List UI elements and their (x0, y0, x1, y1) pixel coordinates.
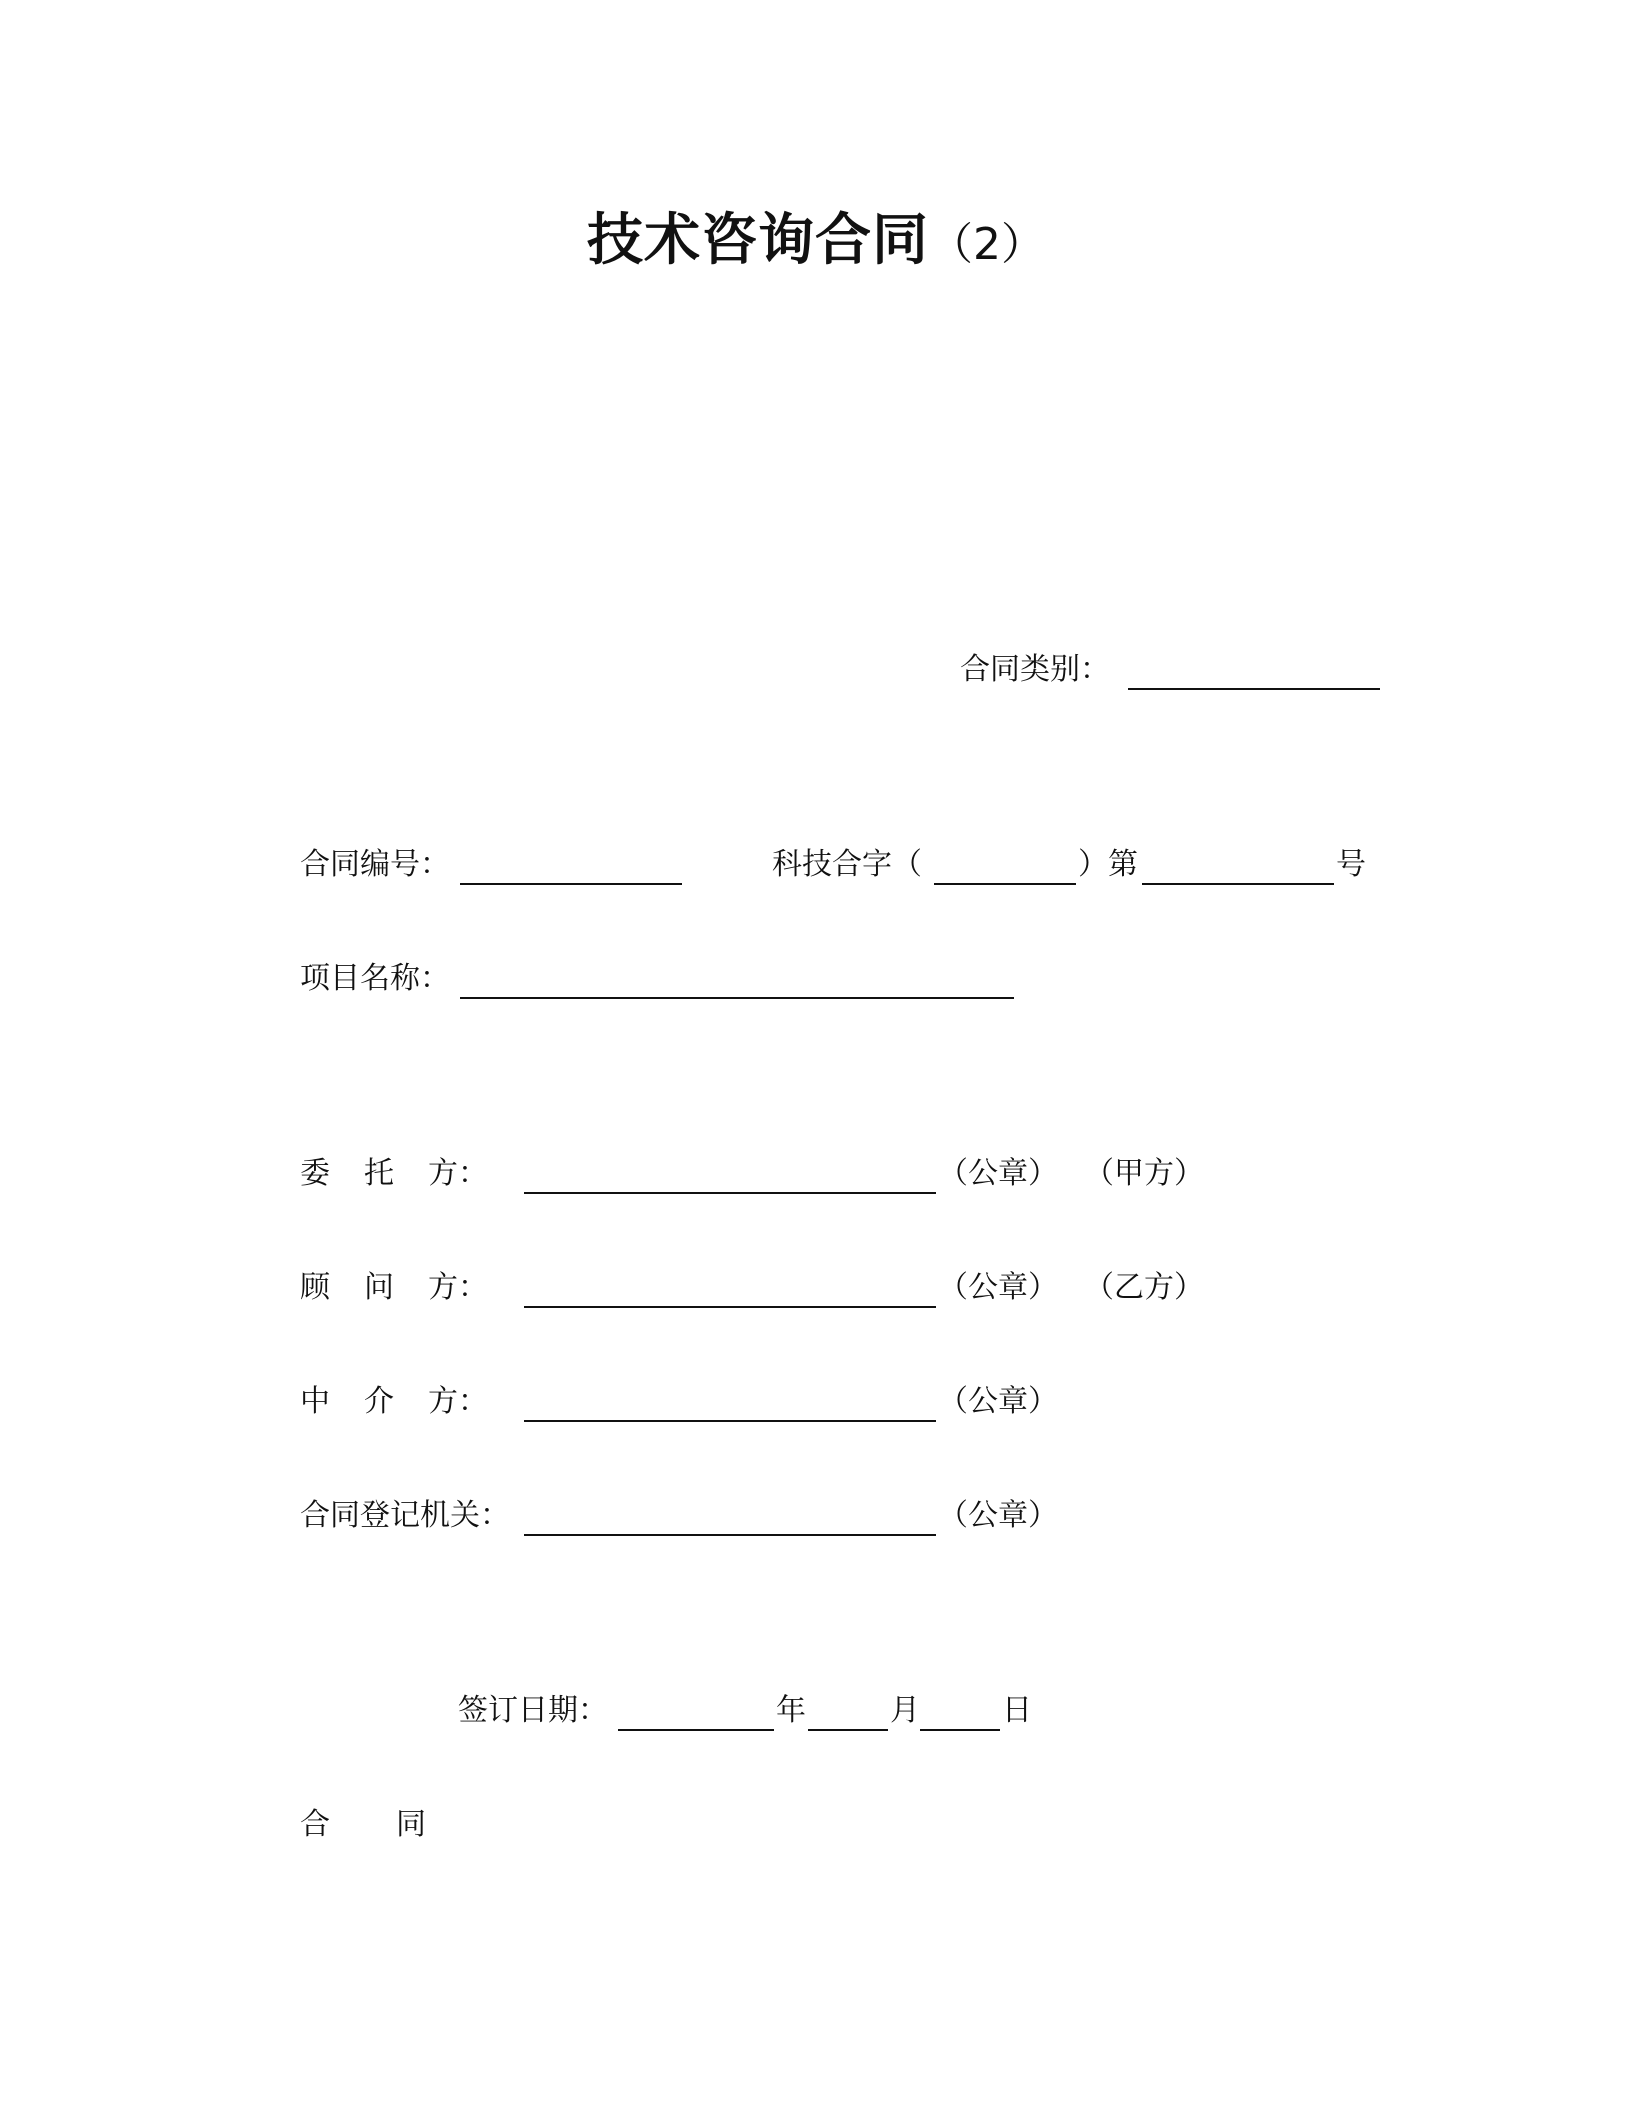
party-label-char: 托 (364, 1156, 394, 1191)
contract-number-label: 合同编号： (300, 847, 450, 882)
party-label-char: 介 (364, 1384, 394, 1419)
signing-year-label: 年 (776, 1693, 806, 1728)
contract-number-year-blank[interactable] (934, 883, 1076, 885)
contract-number-blank[interactable] (460, 883, 682, 885)
project-name-label: 项目名称： (300, 961, 450, 996)
party-role-client: （甲方） (1084, 1156, 1204, 1191)
contract-number-serial-blank[interactable] (1142, 883, 1334, 885)
registration-row (300, 1494, 1200, 1538)
party-label-char: 顾 (300, 1270, 330, 1305)
party-label-char: 方： (428, 1270, 488, 1305)
party-blank-consultant[interactable] (524, 1306, 936, 1308)
footer-heading (300, 1803, 500, 1847)
party-blank-client[interactable] (524, 1192, 936, 1194)
signing-month-label: 月 (890, 1693, 920, 1728)
party-row-consultant (300, 1266, 1204, 1310)
contract-type-label: 合同类别： (960, 652, 1110, 687)
party-label-char: 方： (428, 1156, 488, 1191)
party-label-char: 中 (300, 1384, 330, 1419)
party-blank-intermediary[interactable] (524, 1420, 936, 1422)
contract-number-row (300, 843, 1366, 887)
registration-stamp: （公章） (938, 1498, 1058, 1533)
document-title (0, 196, 1632, 276)
party-stamp-consultant: （公章） (938, 1270, 1058, 1305)
signing-day-label: 日 (1002, 1693, 1032, 1728)
party-row-intermediary (300, 1380, 1200, 1424)
party-label-char: 方： (428, 1384, 488, 1419)
signing-month-blank[interactable] (808, 1729, 888, 1731)
contract-type-row (960, 648, 1380, 692)
party-label-char: 问 (364, 1270, 394, 1305)
party-label-char: 委 (300, 1156, 330, 1191)
contract-number-mid: ）第 (1078, 847, 1138, 882)
signing-date-row (458, 1689, 1058, 1733)
signing-date-label: 签订日期： (458, 1693, 608, 1728)
registration-label: 合同登记机关： (300, 1498, 510, 1533)
project-name-blank[interactable] (460, 997, 1014, 999)
project-name-row (300, 957, 1020, 1001)
contract-number-suffix: 号 (1336, 847, 1366, 882)
contract-type-blank[interactable] (1128, 688, 1380, 690)
party-row-client (300, 1152, 1204, 1196)
title-main: 技术咨询合同 (587, 208, 929, 273)
registration-blank[interactable] (524, 1534, 936, 1536)
footer-char: 合 (300, 1807, 330, 1842)
signing-day-blank[interactable] (920, 1729, 1000, 1731)
party-stamp-intermediary: （公章） (938, 1384, 1058, 1419)
title-suffix: （2） (929, 219, 1045, 270)
signing-year-blank[interactable] (618, 1729, 774, 1731)
party-role-consultant: （乙方） (1084, 1270, 1204, 1305)
footer-char: 同 (396, 1807, 426, 1842)
party-stamp-client: （公章） (938, 1156, 1058, 1191)
contract-number-prefix: 科技合字（ (772, 847, 922, 882)
